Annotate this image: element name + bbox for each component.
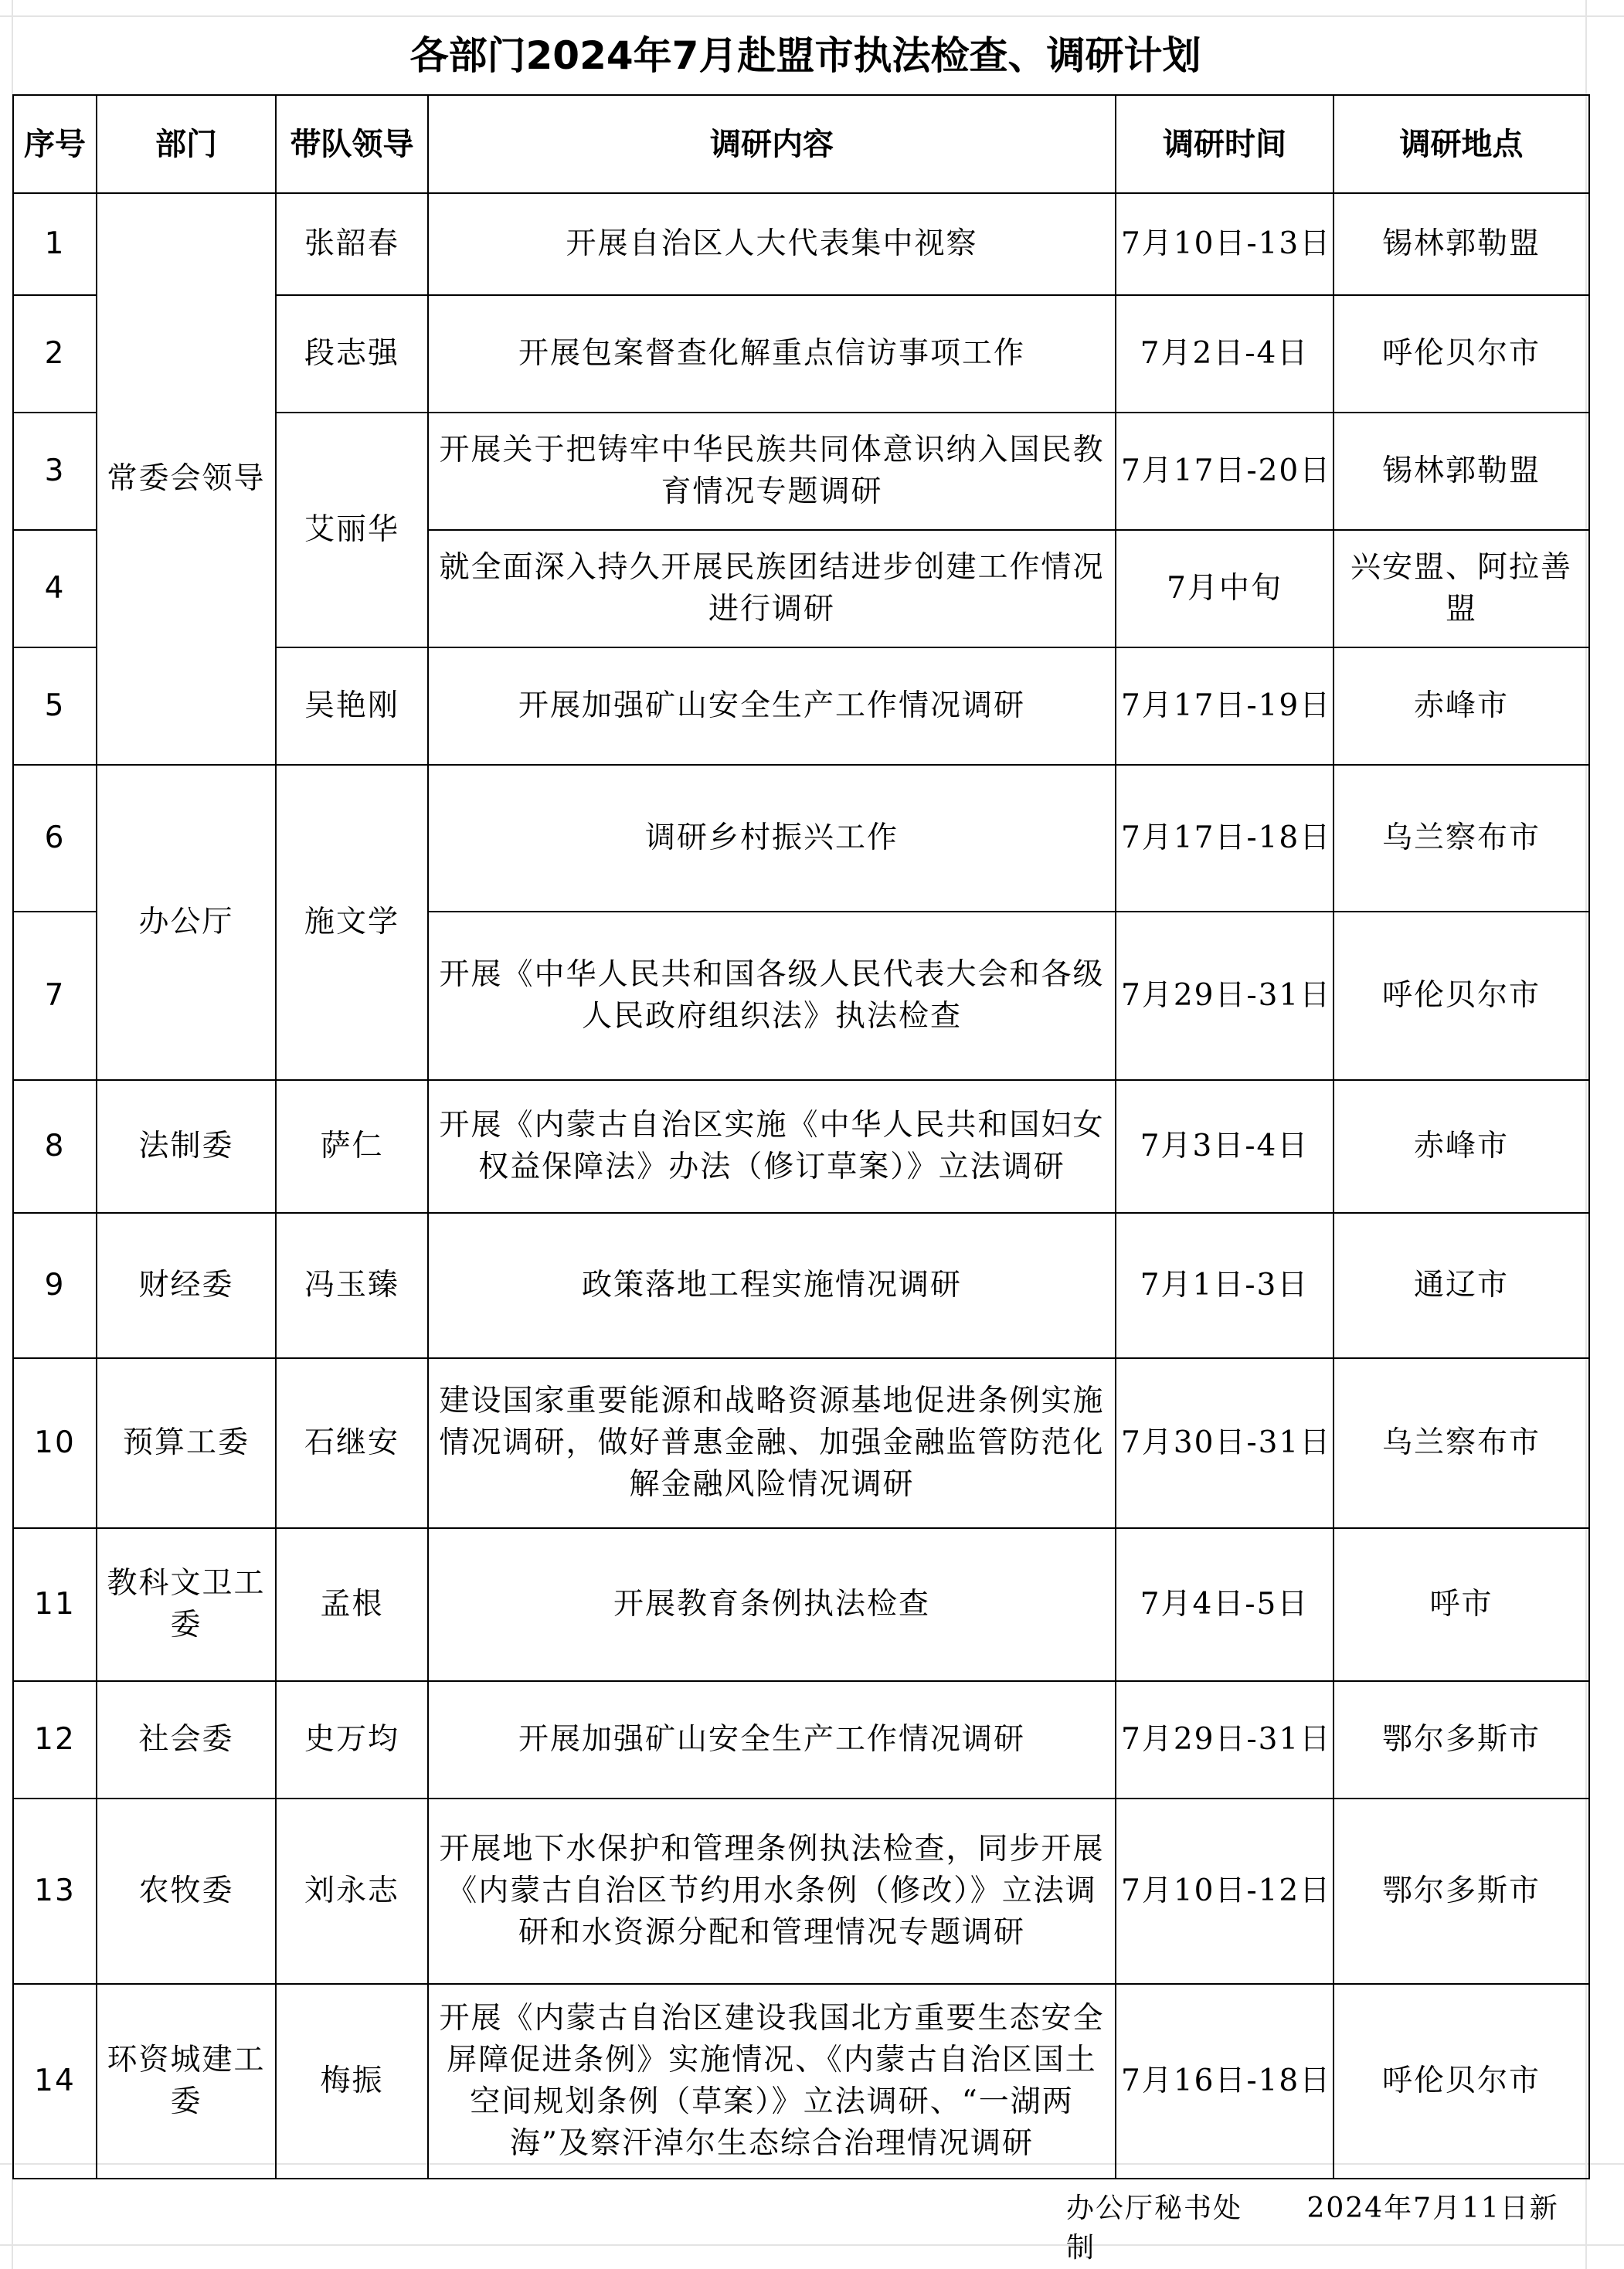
place-cell: 锡林郭勒盟 [1334,413,1589,530]
row-index: 12 [13,1681,97,1799]
leader-cell: 冯玉臻 [276,1213,428,1358]
place-cell: 呼伦贝尔市 [1334,295,1589,413]
place-cell: 呼伦贝尔市 [1334,1984,1589,2179]
row-index: 5 [13,647,97,765]
leader-cell: 吴艳刚 [276,647,428,765]
footer-office: 办公厅秘书处 [1066,2193,1243,2224]
content-cell: 建设国家重要能源和战略资源基地促进条例实施情况调研，做好普惠金融、加强金融监管防范化解金融风险情况调研 [428,1358,1116,1528]
department-cell: 法制委 [97,1080,276,1213]
table-row [13,1213,1589,1358]
row-index: 8 [13,1080,97,1213]
content-cell: 开展关于把铸牢中华民族共同体意识纳入国民教育情况专题调研 [428,413,1116,530]
time-cell: 7月4日-5日 [1116,1528,1334,1681]
leader-cell: 段志强 [276,295,428,413]
table-row [13,1080,1589,1213]
time-cell: 7月1日-3日 [1116,1213,1334,1358]
table-row [13,1984,1589,2179]
page-title: 各部门2024年7月赴盟市执法检查、调研计划 [409,33,1201,78]
content-cell: 开展自治区人大代表集中视察 [428,193,1116,295]
row-index: 7 [13,912,97,1080]
content-cell: 开展《内蒙古自治区建设我国北方重要生态安全屏障促进条例》实施情况、《内蒙古自治区国土空间规划条例（草案）》立法调研、“一湖两海”及察汗淖尔生态综合治理情况调研 [428,1984,1116,2179]
content-cell: 政策落地工程实施情况调研 [428,1213,1116,1358]
leader-cell: 刘永志 [276,1799,428,1984]
row-index: 2 [13,295,97,413]
place-cell: 乌兰察布市 [1334,1358,1589,1528]
footer-date: 2024年7月11日新制 [1066,2193,1559,2264]
plan-table [12,94,1590,2179]
time-cell: 7月3日-4日 [1116,1080,1334,1213]
time-cell: 7月16日-18日 [1116,1984,1334,2179]
row-index: 3 [13,413,97,530]
place-cell: 兴安盟、阿拉善盟 [1334,530,1589,647]
content-cell: 开展教育条例执法检查 [428,1528,1116,1681]
leader-cell: 萨仁 [276,1080,428,1213]
time-cell: 7月29日-31日 [1116,912,1334,1080]
department-cell: 社会委 [97,1681,276,1799]
leader-cell: 梅振 [276,1984,428,2179]
col-header-department: 部门 [97,95,276,193]
content-cell: 开展加强矿山安全生产工作情况调研 [428,647,1116,765]
row-index: 13 [13,1799,97,1984]
row-index: 4 [13,530,97,647]
table-row [13,1799,1589,1984]
time-cell: 7月10日-12日 [1116,1799,1334,1984]
col-header-index: 序号 [13,95,97,193]
place-cell: 乌兰察布市 [1334,765,1589,912]
row-index: 11 [13,1528,97,1681]
col-header-time: 调研时间 [1116,95,1334,193]
place-cell: 鄂尔多斯市 [1334,1681,1589,1799]
department-cell: 环资城建工委 [97,1984,276,2179]
time-cell: 7月30日-31日 [1116,1358,1334,1528]
time-cell: 7月17日-19日 [1116,647,1334,765]
content-cell: 调研乡村振兴工作 [428,765,1116,912]
time-cell: 7月10日-13日 [1116,193,1334,295]
department-cell: 教科文卫工委 [97,1528,276,1681]
content-cell: 开展《内蒙古自治区实施《中华人民共和国妇女权益保障法》办法（修订草案）》立法调研 [428,1080,1116,1213]
content-cell: 开展地下水保护和管理条例执法检查，同步开展《内蒙古自治区节约用水条例（修改）》立法调研和水资源分配和管理情况专题调研 [428,1799,1116,1984]
time-cell: 7月17日-18日 [1116,765,1334,912]
table-row [13,1358,1589,1528]
col-header-content: 调研内容 [428,95,1116,193]
time-cell: 7月17日-20日 [1116,413,1334,530]
row-index: 1 [13,193,97,295]
table-row [13,193,1589,295]
department-cell: 常委会领导 [97,193,276,765]
row-index: 14 [13,1984,97,2179]
leader-cell: 艾丽华 [276,413,428,647]
leader-cell: 施文学 [276,765,428,1080]
time-cell: 7月中旬 [1116,530,1334,647]
content-cell: 就全面深入持久开展民族团结进步创建工作情况进行调研 [428,530,1116,647]
time-cell: 7月2日-4日 [1116,295,1334,413]
content-cell: 开展加强矿山安全生产工作情况调研 [428,1681,1116,1799]
place-cell: 赤峰市 [1334,1080,1589,1213]
place-cell: 锡林郭勒盟 [1334,193,1589,295]
col-header-place: 调研地点 [1334,95,1589,193]
place-cell: 赤峰市 [1334,647,1589,765]
place-cell: 通辽市 [1334,1213,1589,1358]
row-index: 6 [13,765,97,912]
leader-cell: 石继安 [276,1358,428,1528]
row-index: 9 [13,1213,97,1358]
table-row [13,765,1589,912]
department-cell: 预算工委 [97,1358,276,1528]
place-cell: 鄂尔多斯市 [1334,1799,1589,1984]
leader-cell: 孟根 [276,1528,428,1681]
place-cell: 呼伦贝尔市 [1334,912,1589,1080]
table-header-row [13,95,1589,193]
content-cell: 开展《中华人民共和国各级人民代表大会和各级人民政府组织法》执法检查 [428,912,1116,1080]
department-cell: 办公厅 [97,765,276,1080]
col-header-leader: 带队领导 [276,95,428,193]
department-cell: 财经委 [97,1213,276,1358]
row-index: 10 [13,1358,97,1528]
place-cell: 呼市 [1334,1528,1589,1681]
content-cell: 开展包案督查化解重点信访事项工作 [428,295,1116,413]
table-row [13,1681,1589,1799]
footer-note [1066,2186,1624,2265]
leader-cell: 张韶春 [276,193,428,295]
department-cell: 农牧委 [97,1799,276,1984]
time-cell: 7月29日-31日 [1116,1681,1334,1799]
leader-cell: 史万均 [276,1681,428,1799]
table-row [13,1528,1589,1681]
